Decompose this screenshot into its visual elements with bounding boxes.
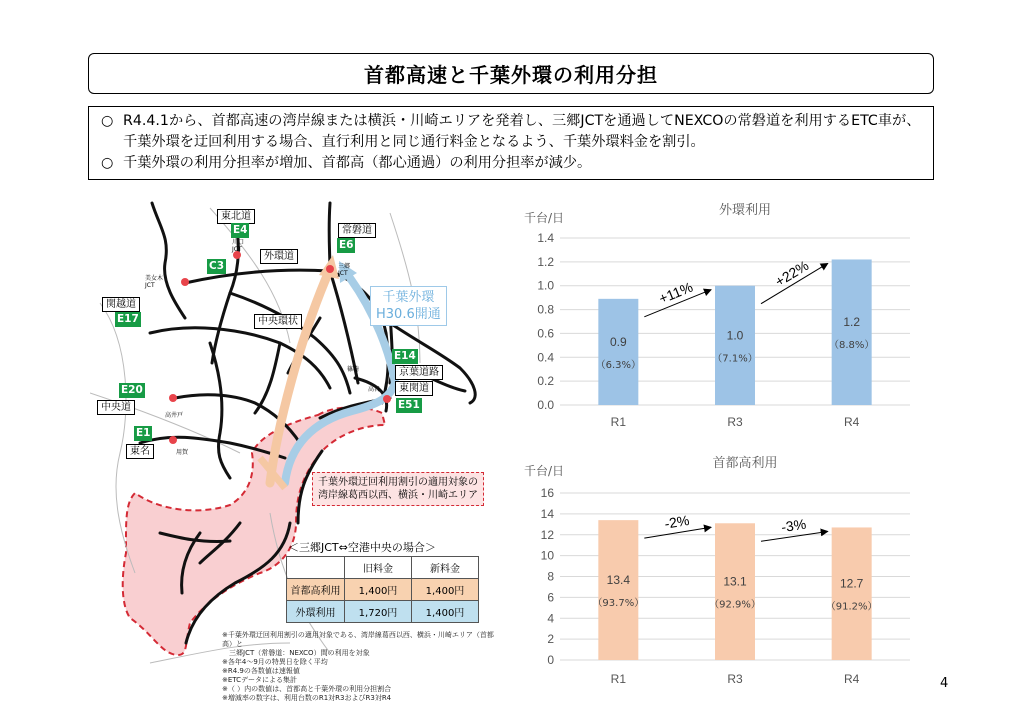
road-label-tomei: 東名 (126, 444, 154, 459)
y-tick-label: 0.8 (537, 302, 554, 317)
price-header-old: 旧料金 (345, 557, 412, 579)
y-tick-label: 0.6 (537, 326, 554, 341)
road-label-joban: 常磐道 (338, 223, 376, 238)
road-label-kanetsu: 関越道 (102, 297, 140, 312)
label-takaya: 高谷 (368, 386, 381, 393)
y-tick-label: 1.2 (537, 254, 554, 269)
label-bijogi-jct: 美女木 JCT (145, 275, 164, 289)
x-tick-label: R4 (843, 415, 860, 429)
y-tick-label: 10 (540, 548, 554, 563)
share-label: （93.7%） (592, 598, 645, 610)
x-tick-label: R3 (727, 415, 743, 429)
y-tick-label: 2 (547, 632, 554, 647)
bar (832, 527, 872, 660)
chiba-gaikan-opened: H30.6開通 (376, 307, 441, 322)
route-code-e1: E1 (136, 427, 151, 439)
price-table (286, 556, 479, 623)
price-row-label: 首都高利用 (287, 579, 345, 601)
data-label: 0.9 (609, 334, 627, 349)
footnote: ※（ ）内の数値は、首都高と千葉外環の利用分担割合 (222, 685, 392, 693)
summary-text-2: 千葉外環の利用分担率が増加、首都高（都心通過）の利用分担率が減少。 (123, 155, 592, 171)
y-tick-label: 8 (547, 569, 554, 584)
price-old: 1,720円 (345, 601, 412, 623)
y-tick-label: 16 (540, 486, 554, 500)
price-header-new: 新料金 (412, 557, 479, 579)
road-label-gaikando: 外環道 (260, 249, 298, 264)
route-code-e17: E17 (117, 313, 139, 325)
road-label-higashi-kanto: 東関道 (395, 381, 433, 396)
y-tick-label: 0.0 (537, 398, 554, 412)
y-tick-label: 4 (547, 611, 554, 626)
share-label: （7.1%） (712, 353, 758, 365)
circle-bullet-icon: ○ (101, 113, 114, 129)
y-tick-label: 0.2 (537, 374, 554, 389)
change-label: +22% (772, 257, 812, 290)
bar (598, 520, 638, 660)
summary-box (88, 106, 934, 180)
y-tick-label: 14 (540, 506, 554, 521)
chart-title: 首都高利用 (712, 456, 778, 471)
chart-shutoko-usage (520, 455, 920, 690)
y-tick-label: 1.4 (537, 231, 554, 245)
chart-gaikan-svg (520, 198, 920, 438)
chart-title: 外環利用 (718, 203, 772, 218)
road-label-tohoku: 東北道 (217, 209, 255, 224)
road-label-keiyo: 京葉道路 (395, 365, 443, 380)
price-row-gaikan (287, 601, 479, 623)
data-label: 13.1 (723, 574, 747, 589)
route-code-c3: C3 (209, 260, 225, 272)
footnote: ※各年4～9月の特異日を除く平均 (222, 658, 328, 666)
price-new: 1,400円 (412, 601, 479, 623)
y-tick-label: 1.0 (537, 278, 554, 293)
change-label: -3% (780, 515, 808, 536)
label-misato-jct: 三郷 JCT (338, 263, 351, 277)
x-tick-label: R4 (843, 672, 860, 686)
discount-area-line2: 湾岸線葛西以西、横浜・川崎エリア (318, 490, 478, 501)
route-code-e4: E4 (233, 224, 248, 236)
y-axis-label: 千台/日 (524, 211, 565, 225)
label-takaido: 高井戸 (165, 412, 184, 419)
share-label: （91.2%） (825, 601, 878, 613)
label-shinozaki: 篠崎 (347, 366, 360, 373)
page-number: 4 (940, 676, 949, 691)
chiba-gaikan-label (370, 286, 447, 326)
price-table-header (287, 557, 479, 579)
footnote: ※千葉外環迂回利用割引の適用対象である、湾岸線葛西以西、横浜・川崎エリア（首都高）と (222, 631, 494, 648)
share-label: （8.8%） (828, 340, 875, 352)
price-old: 1,400円 (345, 579, 412, 601)
road-label-chuo-kanjo: 中央環状 (254, 314, 302, 329)
route-map (90, 193, 500, 702)
share-label: （92.9%） (709, 599, 761, 611)
data-label: 1.2 (843, 315, 861, 330)
price-table-caption: ＜三郷JCT⇔空港中央の場合＞ (288, 541, 436, 554)
footnote: ※ETCデータによる集計 (222, 676, 298, 684)
change-label: +11% (656, 278, 696, 307)
y-tick-label: 6 (547, 590, 554, 605)
footnote: ※R4.9の各数値は速報値 (222, 667, 300, 675)
change-label: -2% (663, 511, 691, 532)
summary-text-1: R4.4.1から、首都高速の湾岸線または横浜・川崎エリアを発着し、三郷JCTを通過してNEXCOの常磐道を利用するETC車が、千葉外環を迂回利用する場合、直行利用と同じ通行料金となるよう、千葉外環料金を割引。 (123, 113, 921, 150)
label-yoga: 用賀 (176, 449, 189, 456)
price-new: 1,400円 (412, 579, 479, 601)
price-header-blank (287, 557, 345, 579)
road-label-chuo: 中央道 (97, 400, 135, 415)
route-code-e14: E14 (394, 350, 416, 362)
y-tick-label: 12 (540, 527, 554, 542)
chart-gaikan-usage (520, 198, 920, 438)
share-label: （6.3%） (595, 359, 642, 371)
label-kawaguchi-jct: 川口 JCT (232, 239, 245, 253)
bar (715, 286, 755, 405)
bar (598, 299, 638, 405)
price-row-shutoko (287, 579, 479, 601)
footnote: ※増減率の数字は、利用台数のR1対R3およびR3対R4 (222, 694, 392, 702)
discount-area-line1: 千葉外環迂回利用割引の適用対象の (318, 477, 478, 488)
y-tick-label: 0.4 (537, 350, 554, 365)
footnotes (222, 631, 500, 703)
data-label: 12.7 (839, 576, 864, 591)
footnote: 三郷JCT（常磐道：NEXCO）間の利用を対象 (222, 649, 370, 657)
y-tick-label: 0 (547, 653, 554, 667)
bar (832, 259, 872, 405)
summary-bullet-1 (101, 111, 923, 153)
data-label: 1.0 (726, 328, 744, 343)
chart-shutoko-svg (520, 455, 920, 690)
summary-bullet-2 (101, 153, 923, 174)
route-code-e51: E51 (398, 399, 420, 411)
circle-bullet-icon: ○ (101, 155, 114, 171)
route-code-e20: E20 (121, 384, 143, 396)
x-tick-label: R1 (610, 672, 627, 686)
y-axis-label: 千台/日 (524, 464, 565, 478)
x-tick-label: R3 (727, 672, 743, 686)
discount-area-label (312, 472, 484, 506)
page-title: 首都高速と千葉外環の利用分担 (88, 53, 934, 94)
route-code-e6: E6 (339, 239, 354, 251)
price-row-label: 外環利用 (287, 601, 345, 623)
bar (715, 523, 755, 660)
chiba-gaikan-title: 千葉外環 (382, 290, 435, 305)
data-label: 13.4 (606, 573, 631, 588)
x-tick-label: R1 (610, 415, 627, 429)
